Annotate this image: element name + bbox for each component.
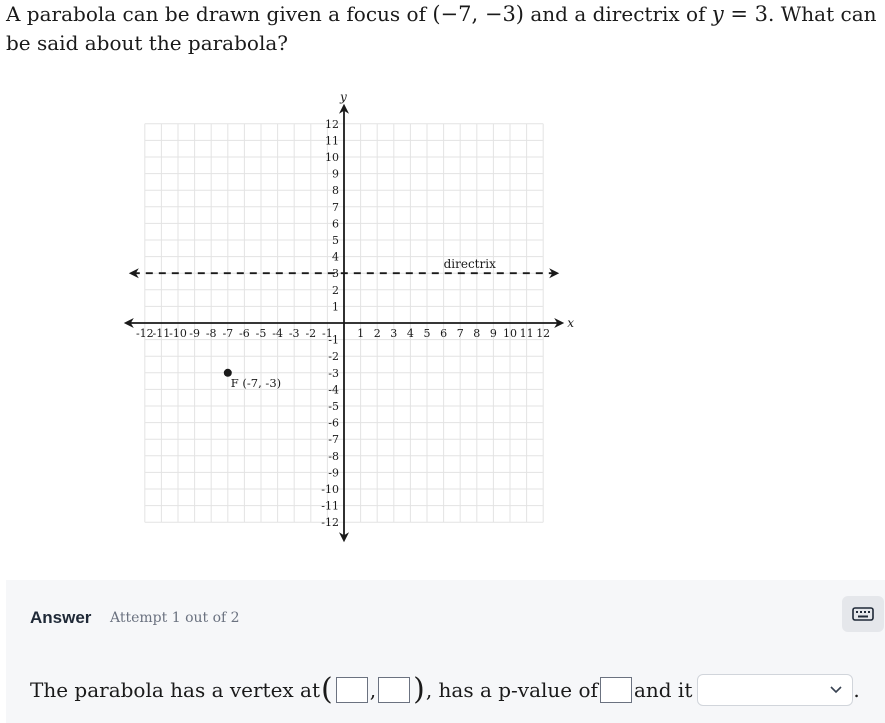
x-tick-label: 10 [503,327,517,340]
x-tick-label: -10 [169,327,187,340]
y-tick-label: -8 [328,449,339,463]
y-tick-label: -4 [328,383,339,397]
x-tick-label: 11 [519,327,534,340]
x-tick-label: 12 [536,327,551,340]
y-tick-label: -12 [321,516,339,530]
answer-label: Answer [30,608,92,627]
y-tick-label: -1 [328,333,339,347]
x-tick-label: -9 [189,327,200,340]
x-tick-label: 4 [406,327,414,340]
x-tick-label: -7 [222,327,234,340]
x-tick-label: 2 [373,327,381,340]
y-axis-label: y [340,89,347,104]
y-tick-label: -2 [328,350,339,364]
question-part: . What can be said about the parabola? [6,2,877,55]
y-tick-label: -11 [321,499,339,513]
y-tick-label: -10 [321,483,339,496]
question-part: A parabola can be drawn given a focus of [6,2,433,26]
x-tick-label: 3 [390,327,398,340]
p-value-input[interactable] [600,677,632,703]
vertex-y-input[interactable] [378,677,410,703]
x-axis-label: x [567,316,574,330]
focus-math: (−7, −3) [432,2,524,26]
close-paren: ) [413,672,425,707]
x-tick-label: -8 [205,327,217,340]
y-tick-label: -3 [328,366,339,380]
y-tick-label: 6 [332,217,339,231]
x-tick-label: -12 [135,327,154,340]
open-paren: ( [321,672,333,707]
y-tick-label: 7 [332,200,339,214]
directrix-variable: y [711,2,724,26]
x-tick-label: -2 [305,327,317,340]
y-tick-label: 2 [332,283,339,297]
focus-label: F (-7, -3) [230,375,282,390]
x-tick-label: -1 [322,327,333,340]
x-tick-label: 9 [489,327,497,340]
y-tick-label: 8 [332,184,339,198]
y-tick-label: -9 [328,466,339,480]
y-tick-label: 11 [325,134,339,148]
x-tick-label: 7 [456,327,464,340]
keyboard-button[interactable] [842,596,884,632]
x-tick-label: -4 [272,327,283,340]
y-tick-label: 9 [332,167,339,181]
orientation-select[interactable] [697,674,853,706]
x-tick-label: -6 [239,327,250,340]
y-tick-label: 10 [325,151,339,164]
chevron-down-icon [830,686,842,694]
y-tick-label: -7 [328,433,339,447]
attempt-counter: Attempt 1 out of 2 [110,610,240,626]
question-part: and a directrix of [524,2,712,26]
comma: , [369,678,377,702]
y-tick-label: -5 [328,400,339,413]
x-tick-label: -5 [255,327,267,340]
directrix-equation: = 3 [723,2,769,26]
x-tick-label: -11 [152,327,171,340]
x-tick-label: 5 [423,327,431,340]
vertex-x-input[interactable] [336,677,368,703]
answer-panel [6,580,885,723]
axes [124,90,574,542]
answer-middle: , has a p-value of [425,678,598,702]
answer-prefix: The parabola has a vertex at [30,678,321,702]
directrix-label: directrix [443,257,496,272]
y-tick-label: 5 [332,234,339,247]
y-tick-label: 1 [332,300,339,314]
x-tick-label: 1 [357,327,365,340]
y-tick-label: 12 [325,117,339,131]
answer-suffix: and it [633,678,693,702]
x-tick-label: 6 [440,327,448,340]
x-tick-label: 8 [473,327,481,340]
y-tick-label: 3 [332,267,339,281]
answer-sentence [30,672,860,708]
y-tick-label: -6 [328,416,339,430]
x-tick-label: -3 [288,327,300,340]
period: . [853,678,860,702]
keyboard-icon [852,607,874,621]
y-tick-label: 4 [332,250,339,264]
